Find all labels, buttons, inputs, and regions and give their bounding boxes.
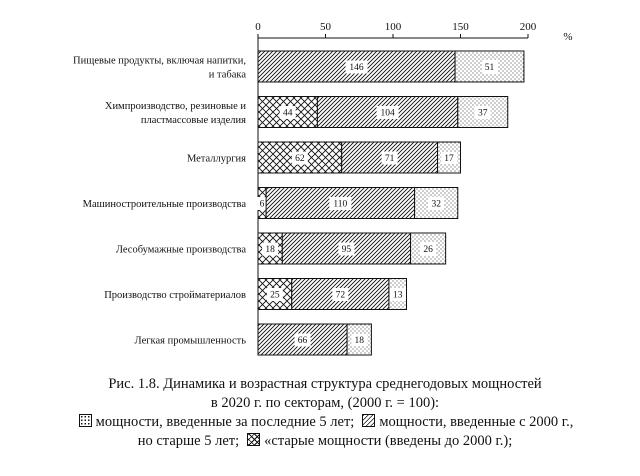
value-label: 51 [484,63,495,73]
x-tick-label: 100 [384,21,402,33]
value-label: 72 [335,290,346,301]
x-tick-label: 0 [255,21,261,33]
category-label: пластмассовые изделия [140,115,246,126]
category-labels [73,56,246,347]
value-label: 13 [392,290,403,301]
caption-title-line-1: Рис. 1.8. Динамика и возрастная структура среднегодовых мощностей [108,376,542,392]
caption-legend-line-2 [40,432,610,451]
legend-mid-label-a: мощности, введенные с 2000 г., [379,414,574,430]
x-tick-label: 200 [519,21,537,33]
value-label: 37 [478,108,488,119]
value-label: 95 [341,245,352,255]
x-tick-label: 50 [320,21,331,33]
bars [257,51,524,355]
value-label: 104 [380,108,395,119]
category-label: Пищевые продукты, включая напитки, [73,55,246,67]
legend-new-label: мощности, введенные за последние 5 лет; [95,414,355,430]
category-label: Легкая промышленность [134,335,246,347]
value-label: 44 [282,108,293,119]
value-label: 66 [297,336,308,346]
legend-swatch-diagonal-icon [362,414,375,427]
category-label: Производство стройматериалов [104,290,246,301]
legend-mid-label-b: но старше 5 лет; [137,433,240,449]
category-label: Машиностроительные производства [82,199,246,210]
value-label: 71 [384,154,395,164]
value-label: 18 [265,245,275,255]
value-label: 25 [270,290,280,301]
value-label: 26 [423,245,433,255]
figure-caption [40,375,610,451]
value-label: 146 [349,63,364,73]
category-label: Металлургия [186,153,246,165]
value-label: 32 [431,199,441,210]
legend-swatch-crosshatch-icon [247,433,260,446]
value-label: 17 [444,154,454,164]
x-axis-unit: % [563,31,573,43]
value-label: 62 [295,154,305,164]
value-label: 18 [354,336,364,346]
legend-old-label: «старые мощности (введены до 2000 г.); [264,433,513,449]
category-label: Химпроизводство, резиновые и [104,101,246,112]
category-label: и табака [208,69,246,81]
value-label: 6 [259,199,265,210]
legend-swatch-dots-icon [79,414,92,427]
category-label: Лесобумажные производства [115,244,246,256]
caption-legend-line-1 [40,413,610,432]
x-tick-label: 150 [452,21,469,33]
value-label: 110 [333,199,348,210]
caption-title-line-2: в 2020 г. по секторам, (2000 г. = 100): [210,395,440,411]
